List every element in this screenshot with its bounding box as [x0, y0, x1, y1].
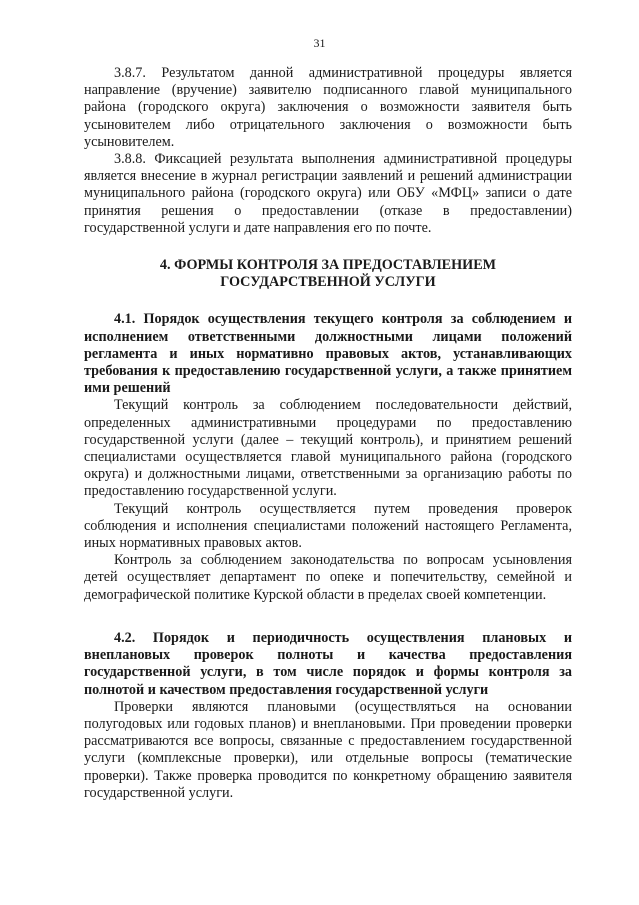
paragraph-3-8-7: 3.8.7. Результатом данной административной процедуры является направление (вручение) заявителю подписанного главой муниципального района (городского округа) заключения о возможности заявителя быть усыновителем либо отрицательного заключения о возможности быть усыновителем. [84, 65, 572, 150]
paragraph-3-8-8: 3.8.8. Фиксацией результата выполнения административной процедуры является внесение в журнал регистрации заявлений и решений администрации муниципального района (городского округа) или ОБУ «МФЦ» записи о дате принятия решения о предоставлении (отказе в предоставлении) государственной услуги и дате направления его по почте. [84, 151, 572, 236]
document-body [84, 65, 572, 802]
subsection-4-2-title: 4.2. Порядок и периодичность осуществления плановых и внеплановых проверок полноты и качества предоставления государственной услуги, в том числе порядок и формы контроля за полнотой и качеством предоставления государственной услуги [84, 629, 572, 698]
subsection-4-1-paragraph: Контроль за соблюдением законодательства по вопросам усыновления детей осуществляет департамент по опеке и попечительству, семейной и демографической политике Курской области в пределах своей компетенции. [84, 552, 572, 603]
subsection-4-1-paragraph: Текущий контроль осуществляется путем проведения проверок соблюдения и исполнения специалистами положений настоящего Регламента, иных нормативных правовых актов. [84, 500, 572, 552]
subsection-4-2-paragraph: Проверки являются плановыми (осуществляться на основании полугодовых или годовых планов) и внеплановыми. При проведении проверки рассматриваются все вопросы, связанные с предоставлением государственной услуги (комплексные проверки), или отдельные вопросы (тематические проверки). Также проверка проводится по конкретному обращению заявителя государственной услуги. [84, 698, 572, 801]
subsection-4-1-title: 4.1. Порядок осуществления текущего контроля за соблюдением и исполнением ответственными должностными лицами положений регламента и иных нормативно правовых актов, устанавливающих требования к предоставлению государственной услуги, а также принятием ими решений [84, 311, 572, 397]
section-gap [84, 604, 572, 630]
page-number: 31 [313, 36, 326, 50]
subsection-4-1-paragraph: Текущий контроль за соблюдением последовательности действий, определенных административными процедурами по предоставлению государственной услуги (далее – текущий контроль), и принятием решений специалистами осуществляется главой муниципального района (городского округа) и должностными лицами, ответственными за организацию работы по предоставлению государственной услуги. [84, 397, 572, 500]
section-title: 4. ФОРМЫ КОНТРОЛЯ ЗА ПРЕДОСТАВЛЕНИЕМ ГОСУДАРСТВЕННОЙ УСЛУГИ [159, 257, 497, 291]
